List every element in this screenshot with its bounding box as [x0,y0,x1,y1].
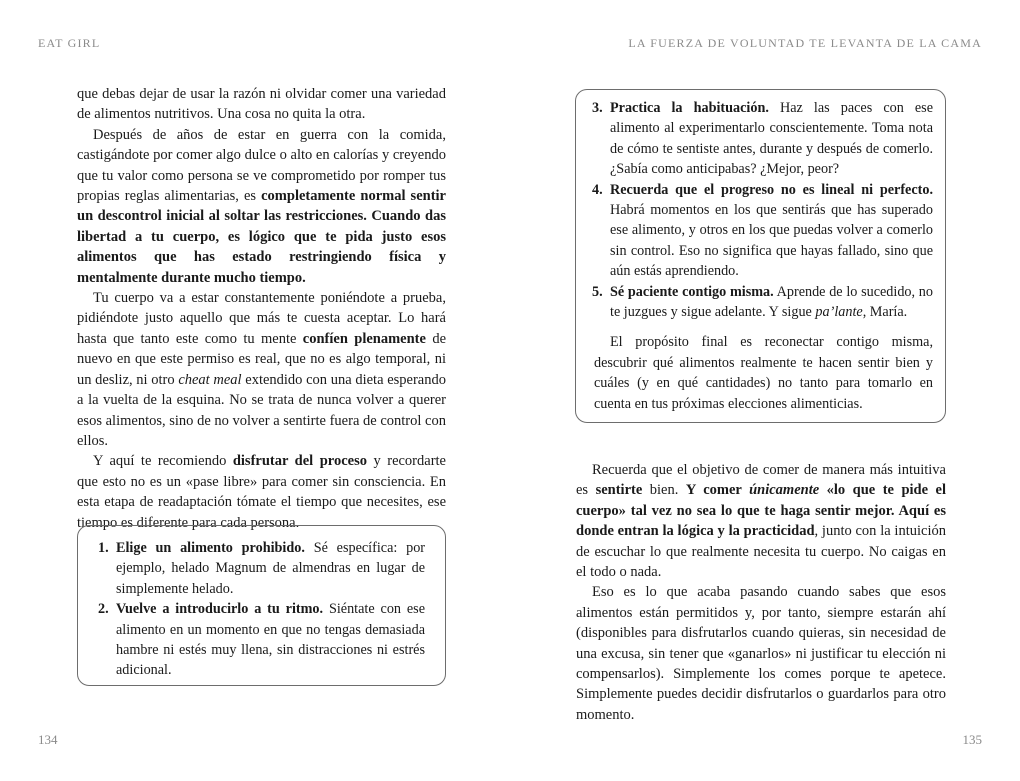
text-run: Tu cuerpo va a estar constantemente poniéndote a prueba, pidiéndote justo aquello que más te cuesta aceptar. Lo hará hasta que tanto este como tu mente [77,290,446,347]
text-run: Sé específica: por ejemplo, helado Magnum de almendras en lugar de simplemente helado. [116,540,426,597]
italic-run: pa’lante [815,304,863,321]
bold-run: Y comer [685,482,750,499]
step-item [592,282,933,323]
box-closing-paragraph: El propósito final es reconectar contigo misma, descubrir qué alimentos realmente te hacen sentir bien y cuáles (y en qué cantidades) no tanto para tomarlo en cuenta en tus próximas elecciones alimenticias. [594,334,933,412]
text-run: Haz las paces con ese alimento al experimentarlo conscientemente. Toma nota de cómo te sentiste antes, durante y después de comerlo. ¿Sabía como anticipabas? ¿Mejor, peor? [610,100,933,178]
left-body-text [77,84,446,533]
body-paragraph [77,288,446,451]
text-run: de nuevo en que este permiso es real, que no es algo temporal, ni un desliz, ni otro [77,330,447,388]
body-paragraph [576,582,946,725]
bold-run: Vuelve a introducirlo a tu ritmo. [116,601,324,618]
bold-run: Practica la habituación. [610,100,769,116]
text-run: Habrá momentos en los que sentirás que has superado ese alimento, y otros en los que puedas volver a comerlo sin control. Eso no significa que hayas fallado, sino que aún estás aprendiendo. [610,202,933,280]
text-run: Siéntate con ese alimento en un momento en que no tengas demasiada hambre ni estés muy llena, sin distracciones ni estrés adicional. [116,601,425,679]
bold-run: Recuerda que el progreso no es lineal ni perfecto. [610,181,933,198]
italic-run: cheat meal [178,371,242,388]
step-number: 4. [592,181,603,198]
step-number: 3. [592,100,603,116]
text-run: y recordarte que esto no es un «pase libre» para comer sin consciencia. En esta etapa de readaptación tómate el tiempo que necesites, ese tiempo es diferente para cada persona. [77,453,446,531]
bold-run: sentirte [595,482,643,499]
bold-run: confíen plenamente [302,330,426,347]
bold-run: «lo que te pide el cuerpo» tal vez no sea lo que te haga sentir mejor. Aquí es donde entran la lógica y la practicidad [576,482,946,540]
running-head-right: LA FUERZA DE VOLUNTAD TE LEVANTA DE LA CAMA [628,36,982,50]
right-page [510,0,1020,781]
step-item [592,98,933,180]
step-item [98,599,425,681]
bold-run: Sé paciente contigo misma. [610,283,774,300]
right-steps-list [592,98,933,322]
text-run: Después de años de estar en guerra con la comida, castigándote por comer algo dulce o alto en calorías y creyendo que tu valor como persona se ve comprometido por romper tus propias reglas alimentarias, es [77,126,446,205]
text-run: extendido con una dieta esperando a la vuelta de la esquina. No se trata de nunca volver a querer esos alimentos, sino de no volver a sentirte fuera de control con ellos. [77,371,446,449]
step-item [592,180,933,282]
body-paragraph [77,125,446,288]
text-run: bien. [642,482,686,499]
text-run: , María. [862,304,908,321]
bold-run: disfrutar del proceso [232,453,367,470]
step-number: 2. [98,601,109,618]
page-number-left: 134 [38,732,58,747]
step-number: 5. [592,283,603,300]
body-paragraph [576,460,946,582]
right-steps-box [575,89,946,423]
right-body-text [576,460,946,725]
text-run: Y aquí te recomiendo [93,453,233,470]
step-number: 1. [98,540,109,556]
body-paragraph [77,84,446,125]
step-item [98,538,425,599]
text-run: Eso es lo que acaba pasando cuando sabes que esos alimentos están permitidos y, por tanto, siempre estarán ahí (disponibles para disfrutarlos cuando quieras, sin necesidad de una excusa, sin tener que «ganarlos» ni justificar tu elección ni compensarlos). Simplemente los comes porque te apetece. Simplemente puedes decidir disfrutarlos o guardarlos para otro momento. [576,584,946,723]
left-steps-list [98,538,425,681]
left-steps-box [77,525,446,686]
page-number-right: 135 [962,732,982,747]
text-run: Aprende de lo sucedido, no te juzgues y sigue adelante. Y sigue [610,283,933,321]
bold-run: completamente normal sentir un descontrol inicial al soltar las restricciones. Cuando das libertad a tu cuerpo, es lógico que te pida justo esos alimentos que has estado restringiendo física y mentalmente durante mucho tiempo. [77,188,446,286]
bold-italic-run: únicamente [749,482,820,499]
text-run: que debas dejar de usar la razón ni olvidar comer una variedad de alimentos nutritivos. Una cosa no quita la otra. [77,86,446,123]
body-paragraph [77,451,446,533]
text-run: Recuerda que el objetivo de comer de manera más intuitiva es [576,462,946,499]
bold-run: Elige un alimento prohibido. [116,540,305,556]
text-run: , junto con la intuición de escuchar lo que realmente necesita tu cuerpo. No caigas en el todo o nada. [576,523,946,581]
running-head-left: EAT GIRL [38,36,101,50]
